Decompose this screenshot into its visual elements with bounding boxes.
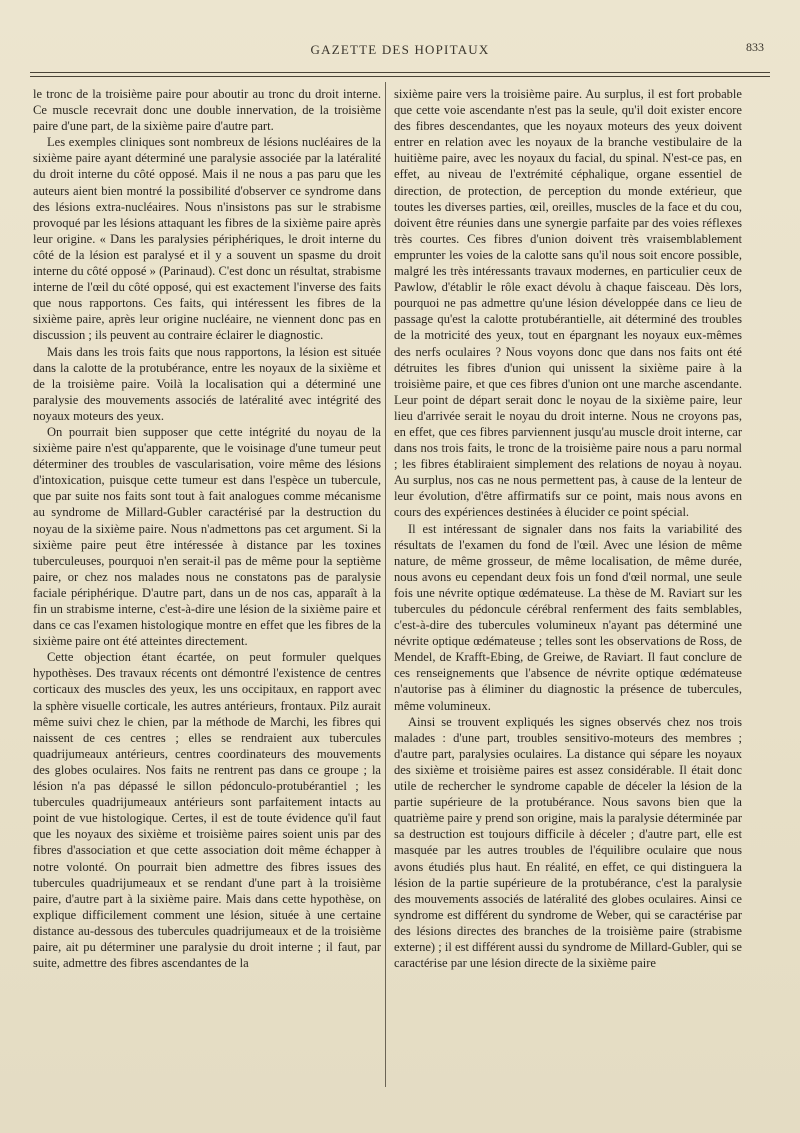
paragraph: Les exemples cliniques sont nombreux de lésions nucléaires de la sixième paire ayant déterminé une paralysie associée par la latéralité du droit interne du côté opposé. Mais il ne nous a pas paru que les auteurs aient bien montré la possibilité d'observer ce syndrome dans des lésions extra-nucléaires. Nous n'insistons pas sur le strabisme provoqué par les lésions attaquant les fibres de la sixième paire après leur origine. « Dans les paralysies périphériques, le droit interne du côté de la lésion est paralysé et il y a souvent un spasme du droit interne du côté opposé » (Parinaud). C'est donc un résultat, strabisme interne de l'œil du côté opposé, qui est exactement l'inverse des faits que nous rapportons. Ces faits, qui intéressent les fibres de la sixième paire, après leur origine nucléaire, ne viennent donc pas en discussion ; ils peuvent au contraire éclairer le diagnostic. [33,135,381,343]
paragraph: le tronc de la troisième paire pour aboutir au tronc du droit interne. Ce muscle recevrait donc une double innervation, de la troisième paire d'une part, de la sixième paire d'autre part. [33,87,381,134]
header-rule-bottom [30,76,770,77]
header-rule-top [30,72,770,73]
paragraph: Ainsi se trouvent expliqués les signes observés chez nos trois malades : d'une part, troubles sensitivo-moteurs des membres ; d'autre part, paralysies oculaires. La distance qui sépare les noyaux des sixième et troisième paires est assez considérable. Il était donc utile de rechercher le syndrome capable de déceler la lésion de la partie supérieure de la protubérance. Nous savons bien que la quatrième paire y prend son origine, mais la paralysie déterminée par sa destruction est toujours difficile à déceler ; d'autre part, elle est masquée par les autres troubles de l'équilibre oculaire que nous avons étudiés plus haut. En réalité, en effet, ce qui distinguera la lésion de la partie supérieure de la protubérance, c'est la paralysie des mouvements associés de latéralité des globes oculaires. Ainsi ce syndrome est différent du syndrome de Weber, qui se caractérise par des lésions directes des branches de la troisième paire (strabisme externe) ; il est différent aussi du syndrome de Millard-Gubler, qui se caractérise par une lésion directe de la sixième paire [394,714,742,971]
running-title: GAZETTE DES HOPITAUX [310,42,490,57]
paragraph: Mais dans les trois faits que nous rapportons, la lésion est située dans la calotte de la protubérance, entre les noyaux de la sixième et de la troisième paire. Voilà la localisation qui a déterminé une paralysie des mouvements associés de latéralité avec intégrité des noyaux moteurs des yeux. [33,344,381,423]
column-divider [385,82,386,1087]
paragraph: Il est intéressant de signaler dans nos faits la variabilité des résultats de l'examen du fond de l'œil. Avec une lésion de même nature, de même grosseur, de même localisation, de même durée, nous avons eu cependant deux fois un fond d'œil normal, une seule fois une névrite optique œdémateuse. La thèse de M. Raviart sur les tubercules du pédoncule cérébral renferment des faits semblables, c'est-à-dire des tubercules volumineux n'ayant pas déterminé une névrite optique œdémateuse ; telles sont les observations de Ross, de Mendel, de Krafft-Ebing, de Greiwe, de Raviart. Il faut conclure de ces renseignements que l'absence de névrite optique œdémateuse n'autorise pas à éliminer du diagnostic la présence de tubercules, même volumineux. [394,521,742,713]
paragraph: Cette objection étant écartée, on peut formuler quelques hypothèses. Des travaux récents ont démontré l'existence de centres corticaux des muscles des yeux, les uns occipitaux, en rapport avec la sphère visuelle corticale, les autres antérieurs, frontaux. Pilz aurait même suivi chez le chien, par la méthode de Marchi, les fibres qui naissent de ces centres ; elles se rendraient aux tubercules quadrijumeaux antérieurs, centres coordinateurs des mouvements des globes oculaires. Nos faits ne rentrent pas dans ce groupe ; la lésion n'a pas dépassé le sillon pédonculo-protubérantiel ; les tubercules quadrijumeaux antérieurs sont parfaitement intacts au point de vue histologique. Certes, il est de toute évidence qu'il faut que les noyaux des sixième et troisième paires soient unis par des fibres d'association et que cette association doit même échapper à notre volonté. On pourrait bien admettre des fibres issues des tubercules quadrijumeaux et se rendant d'une part à la troisième paire, d'autre part à la sixième paire. Mais dans cette hypothèse, on explique difficilement comment une lésion, située à une certaine distance au-dessous des tubercules quadrijumeaux et de la troisième paire, ait pu déterminer une paralysie du droit interne ; il faut, par suite, admettre des fibres ascendantes de la [33,650,381,971]
left-column [33,86,381,1096]
right-column [394,86,742,1096]
page-number: 833 [746,40,764,54]
page-header [30,40,770,62]
paragraph: On pourrait bien supposer que cette intégrité du noyau de la sixième paire n'est qu'apparente, que le voisinage d'une tumeur peut déterminer des troubles de vascularisation, voire même des lésions d'intoxication, puisque cette tumeur est dans l'espèce un tubercule, que par suite nos faits sont tout à fait analogues comme mécanisme au syndrome de Millard-Gubler caractérisé par la destruction du noyau de la sixième paire. Nous n'admettons pas cet argument. Si la sixième paire peut être intéressée à distance par les toxines tuberculeuses, pourquoi n'en serait-il pas de même pour la septième paire, or chez nos malades nous ne constatons pas de paralysie faciale périphérique. D'autre part, dans un de nos cas, apparaît à la fin un strabisme interne, c'est-à-dire une lésion de la sixième paire et dans ce cas l'examen histologique montre en effet que les fibres de la sixième paire ont été atteintes directement. [33,424,381,649]
paragraph: sixième paire vers la troisième paire. Au surplus, il est fort probable que cette voie ascendante n'est pas la seule, qu'il doit exister encore des fibres descendantes, que les noyaux moteurs des yeux doivent entrer en relation avec les noyaux de la branche vestibulaire de la huitième paire, avec les noyaux du facial, du spinal. N'est-ce pas, en effet, au niveau de l'extrémité céphalique, organe essentiel de direction, de protection, de perception du monde extérieur, que toutes les diverses parties, œil, oreilles, muscles de la face et du cou, doivent être réunies dans une synergie parfaite par des voies réflexes très courtes. Ces fibres d'union doivent très vraisemblablement emprunter les voies de la calotte sans qu'il nous soit encore possible, malgré les très intéressants travaux modernes, en particulier ceux de Pawlow, d'établir le rôle exact dévolu à chaque faisceau. Dès lors, pourquoi ne pas admettre qu'une lésion développée dans ce lieu de passage qu'est la calotte protubérantielle, ait déterminé des troubles de la motricité des yeux, tout en épargnant les noyaux eux-mêmes des nerfs oculaires ? Nous voyons donc que dans nos faits ont été détruites les fibres d'union qui unissent la sixième paire à la troisième paire, et que ces fibres d'union ont une marche ascendante. Leur point de départ serait donc le noyau de la sixième paire, leur lieu d'arrivée serait le noyau du droit interne. Nous ne croyons pas, en effet, que ces fibres parviennent jusqu'au muscle droit interne, car dans nos trois faits, le tronc de la troisième paire nous a paru normal ; les fibres établiraient simplement des relations de noyau à noyau. Au surplus, nos cas ne nous permettent pas, à cause de la lenteur de leur évolution, d'être affirmatifs sur ce point, mais nous avons en cours des expériences destinées à élucider ce point spécial. [394,87,742,520]
